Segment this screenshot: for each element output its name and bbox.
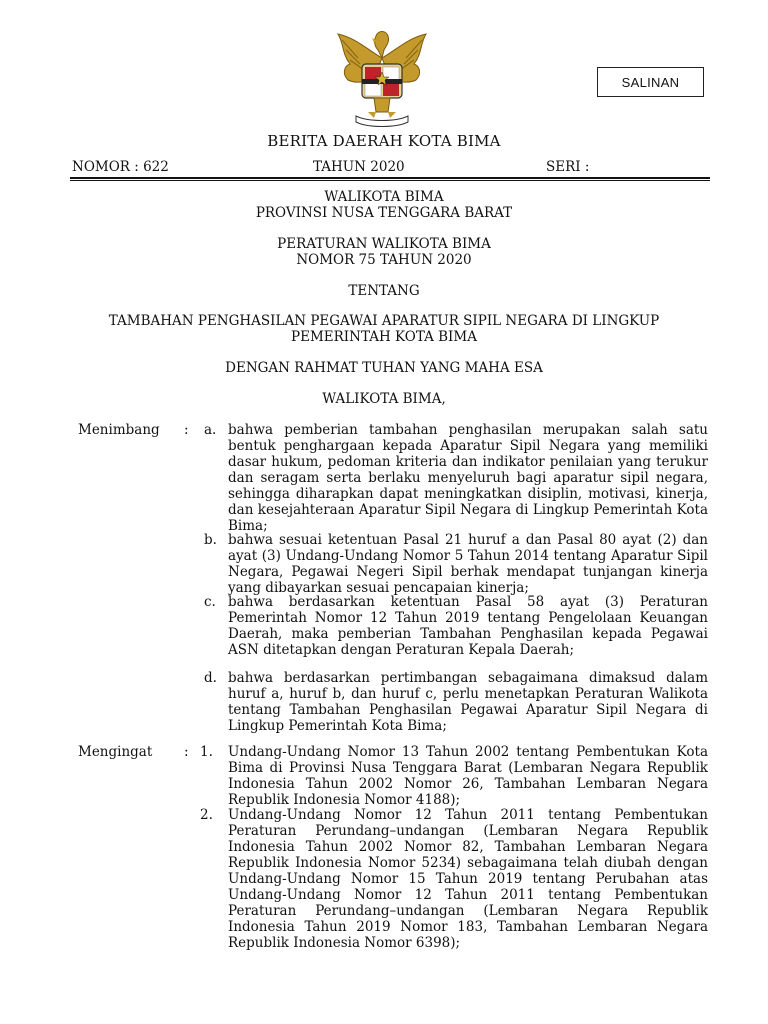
heading-provinsi: PROVINSI NUSA TENGGARA BARAT (255, 205, 513, 221)
menimbang-item-b: bahwa sesuai ketentuan Pasal 21 huruf a dan Pasal 80 ayat (2) dan ayat (3) Undang-Undang Nomor 5 Tahun 2014 tentang Aparatur Sipil Negara, Pegawai Negeri Sipil berhak mendapat tunjangan kinerja yang dibayarkan sesuai pencapaian kinerja; (228, 532, 708, 596)
mengingat-mark-2: 2. (200, 807, 213, 823)
salinan-stamp: SALINAN (597, 67, 704, 97)
menimbang-item-d: bahwa berdasarkan pertimbangan sebagaimana dimaksud dalam huruf a, huruf b, dan huruf c, perlu menetapkan Peraturan Walikota tentang Tambahan Penghasilan Pegawai Aparatur Sipil Negara di Lingkup Pemerintah Kota Bima; (228, 670, 708, 734)
rahmat-line: DENGAN RAHMAT TUHAN YANG MAHA ESA (225, 360, 543, 376)
nomor-field: NOMOR : 622 (72, 159, 169, 175)
header-divider (70, 177, 710, 179)
menimbang-item-a: bahwa pemberian tambahan penghasilan merupakan salah satu bentuk penghargaan kepada Aparatur Sipil Negara yang memiliki dasar hukum, pedoman kriteria dan indikator penilaian yang terukur dan seragam serta berlaku menyeluruh bagi aparatur sipil negara, sehingga diharapkan dapat meningkatkan disiplin, motivasi, kinerja, dan kesejahteraan Aparatur Sipil Negara di Lingkup Pemerintah Kota Bima; (228, 422, 708, 534)
heading-walikota: WALIKOTA BIMA (324, 189, 444, 205)
menimbang-item-c: bahwa berdasarkan ketentuan Pasal 58 ayat (3) Peraturan Pemerintah Nomor 12 Tahun 2019 tentang Pengelolaan Keuangan Daerah, maka pemberian Tambahan Penghasilan kepada Pegawai ASN ditetapkan dengan Peraturan Kepala Daerah; (228, 594, 708, 658)
menimbang-label: Menimbang (78, 422, 160, 438)
seri-field: SERI : (546, 159, 590, 175)
tahun-field: TAHUN 2020 (313, 159, 405, 175)
menimbang-colon: : (184, 422, 189, 438)
heading-tentang: TENTANG (348, 283, 420, 299)
mengingat-item-1: Undang-Undang Nomor 13 Tahun 2002 tentang Pembentukan Kota Bima di Provinsi Nusa Tenggara Barat (Lembaran Negara Republik Indonesia Tahun 2002 Nomor 26, Tambahan Lembaran Negara Republik Indonesia Nomor 4188); (228, 744, 708, 808)
header-divider-thin (70, 180, 710, 181)
subject-line-2: PEMERINTAH KOTA BIMA (291, 329, 477, 345)
menimbang-mark-b: b. (204, 532, 217, 548)
walikota-line: WALIKOTA BIMA, (322, 391, 446, 407)
menimbang-mark-d: d. (204, 670, 217, 686)
document-title: BERITA DAERAH KOTA BIMA (267, 132, 501, 150)
heading-nomor: NOMOR 75 TAHUN 2020 (296, 252, 472, 268)
menimbang-mark-a: a. (204, 422, 217, 438)
heading-peraturan: PERATURAN WALIKOTA BIMA (277, 236, 491, 252)
subject-line-1: TAMBAHAN PENGHASILAN PEGAWAI APARATUR SIPIL NEGARA DI LINGKUP (108, 313, 660, 329)
mengingat-colon: : (184, 744, 189, 760)
mengingat-mark-1: 1. (200, 744, 213, 760)
mengingat-item-2: Undang-Undang Nomor 12 Tahun 2011 tentang Pembentukan Peraturan Perundang–undangan (Lembaran Negara Republik Indonesia Tahun 2002 Nomor 82, Tambahan Lembaran Negara Republik Indonesia Nomor 5234) sebagaimana telah diubah dengan Undang-Undang Nomor 15 Tahun 2019 tentang Perubahan atas Undang-Undang Nomor 12 Tahun 2011 tentang Pembentukan Peraturan Perundang–undangan (Lembaran Negara Republik Indonesia Tahun 2019 Nomor 183, Tambahan Lembaran Negara Republik Indonesia Nomor 6398); (228, 807, 708, 951)
garuda-emblem-icon (328, 28, 436, 128)
mengingat-label: Mengingat (78, 744, 153, 760)
menimbang-mark-c: c. (204, 594, 216, 610)
